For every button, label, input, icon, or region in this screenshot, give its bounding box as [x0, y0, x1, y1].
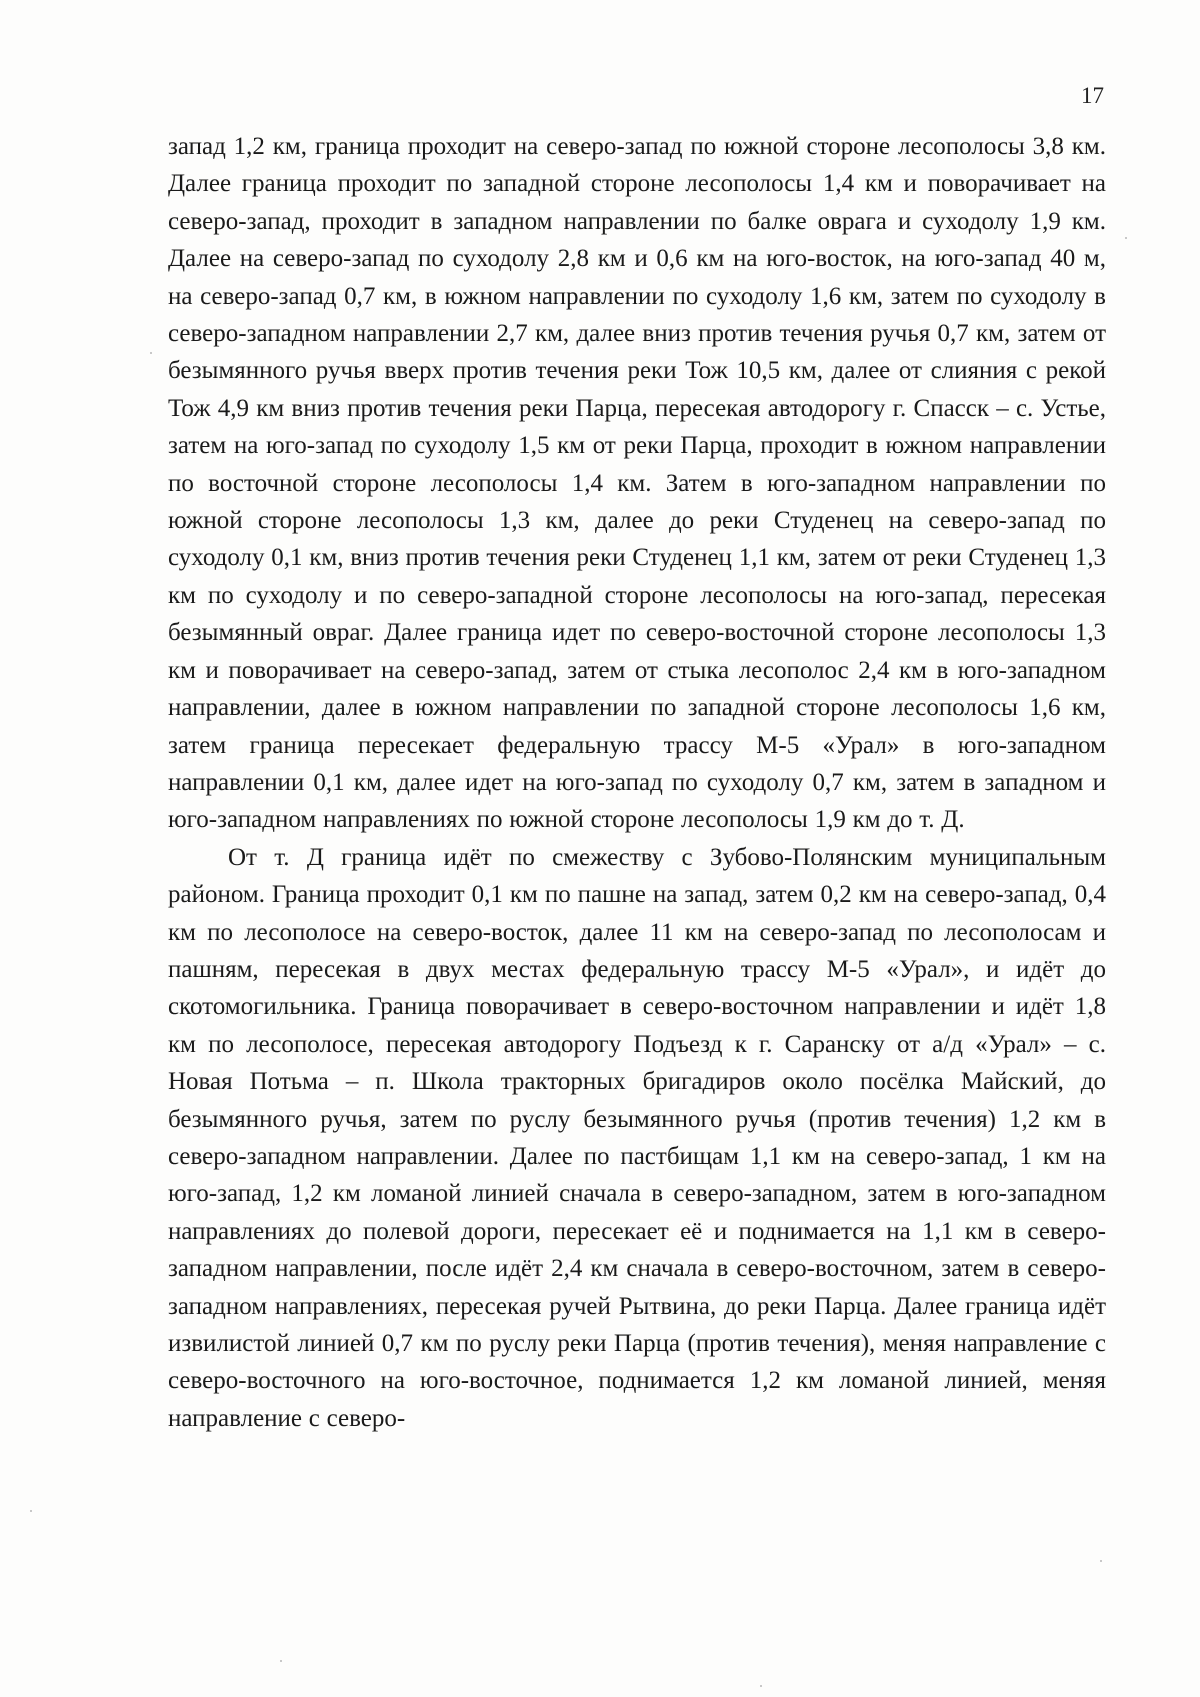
scan-speck	[1100, 1560, 1102, 1562]
scan-speck	[280, 1660, 282, 1662]
paragraph-2: От т. Д граница идёт по смежеству с Зубово-Полянским муниципальным районом. Граница проходит 0,1 км по пашне на запад, затем 0,2 км на северо-запад, 0,4 км по лесополосе на северо-восток, далее 11 км на северо-запад по лесополосам и пашням, пересекая в двух местах федеральную трассу М-5 «Урал», и идёт до скотомогильника. Граница поворачивает в северо-восточном направлении и идёт 1,8 км по лесополосе, пересекая автодорогу Подъезд к г. Саранску от а/д «Урал» – с. Новая Потьма – п. Школа тракторных бригадиров около посёлка Майский, до безымянного ручья, затем по руслу безымянного ручья (против течения) 1,2 км в северо-западном направлении. Далее по пастбищам 1,1 км на северо-запад, 1 км на юго-запад, 1,2 км ломаной линией сначала в северо-западном, затем в юго-западном направлениях до полевой дороги, пересекает её и поднимается на 1,1 км в северо-западном направлении, после идёт 2,4 км сначала в северо-восточном, затем в северо-западном направлениях, пересекая ручей Рытвина, до реки Парца. Далее граница идёт извилистой линией 0,7 км по руслу реки Парца (против течения), меняя направление с северо-восточного на юго-восточное, поднимается 1,2 км ломаной линией, меняя направление с северо-	[168, 843, 1106, 1432]
scan-speck	[760, 1685, 762, 1687]
scan-speck	[30, 1510, 32, 1512]
document-body	[168, 128, 1106, 1437]
scan-speck	[150, 352, 152, 354]
paragraph-1: запад 1,2 км, граница проходит на северо-запад по южной стороне лесополосы 3,8 км. Далее граница проходит по западной стороне лесополосы 1,4 км и поворачивает на северо-запад, проходит в западном направлении по балке оврага и суходолу 1,9 км. Далее на северо-запад по суходолу 2,8 км и 0,6 км на юго-восток, на юго-запад 40 м, на северо-запад 0,7 км, в южном направлении по суходолу 1,6 км, затем по суходолу в северо-западном направлении 2,7 км, далее вниз против течения ручья 0,7 км, затем от безымянного ручья вверх против течения реки Тож 10,5 км, далее от слияния с рекой Тож 4,9 км вниз против течения реки Парца, пересекая автодорогу г. Спасск – с. Устье, затем на юго-запад по суходолу 1,5 км от реки Парца, проходит в южном направлении по восточной стороне лесополосы 1,4 км. Затем в юго-западном направлении по южной стороне лесополосы 1,3 км, далее до реки Студенец на северо-запад по суходолу 0,1 км, вниз против течения реки Студенец 1,1 км, затем от реки Студенец 1,3 км по суходолу и по северо-западной стороне лесополосы на юго-запад, пересекая безымянный овраг. Далее граница идет по северо-восточной стороне лесополосы 1,3 км и поворачивает на северо-запад, затем от стыка лесополос 2,4 км в юго-западном направлении, далее в южном направлении по западной стороне лесополосы 1,6 км, затем граница пересекает федеральную трассу М-5 «Урал» в юго-западном направлении 0,1 км, далее идет на юго-запад по суходолу 0,7 км, затем в западном и юго-западном направлениях по южной стороне лесополосы 1,9 км до т. Д.	[168, 133, 1106, 834]
scan-speck	[1125, 237, 1127, 239]
page-number: 17	[1081, 83, 1104, 108]
